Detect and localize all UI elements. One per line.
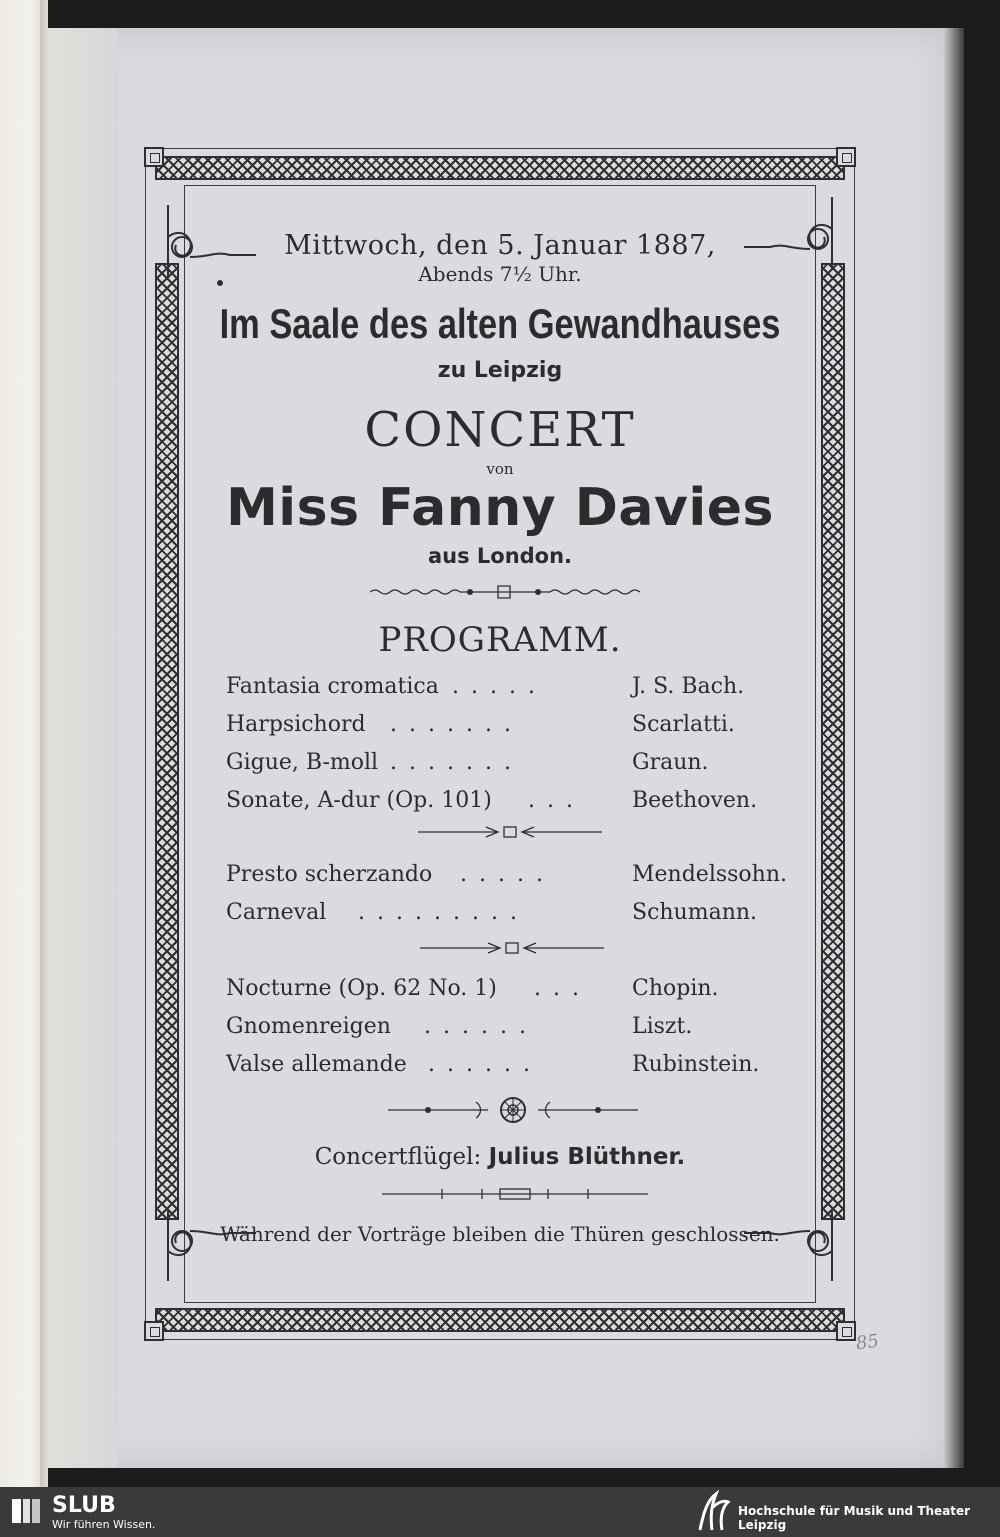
program-entry [226, 976, 786, 1010]
program-entry [226, 674, 786, 708]
by-label: von [486, 460, 514, 478]
composer-name: Liszt. [632, 1014, 693, 1039]
piece-title: Valse allemande [226, 1052, 407, 1077]
page-margin-strip [48, 28, 118, 1468]
piano-maker: Julius Blüthner. [488, 1144, 686, 1170]
composer-name: Mendelssohn. [632, 862, 788, 887]
piano-label: Concertflügel: [314, 1144, 482, 1170]
hfm-logo-icon [694, 1490, 734, 1534]
concert-date: Mittwoch, den 5. Januar 1887, [284, 230, 716, 261]
hfm-brand[interactable]: Hochschule für Musik und Theater Leipzig [738, 1504, 971, 1532]
arrow-divider-icon [420, 940, 604, 956]
scroll-flourish-icon [160, 1201, 270, 1291]
corner-ornament-icon [144, 1321, 164, 1341]
slub-logo-icon [10, 1495, 42, 1527]
piece-title: Nocturne (Op. 62 No. 1) [226, 976, 497, 1001]
program-entry [226, 1052, 786, 1086]
composer-name: Rubinstein. [632, 1052, 760, 1077]
leader-dots: ..... [452, 674, 547, 699]
leader-dots: ....... [390, 712, 523, 737]
leader-dots: ...... [428, 1052, 542, 1077]
composer-name: J. S. Bach. [632, 674, 745, 699]
program-entry [226, 862, 786, 896]
arrow-divider-icon [418, 824, 602, 840]
border-band-bottom [156, 1309, 844, 1331]
piece-title: Fantasia cromatica [226, 674, 439, 699]
performer-origin: aus London. [427, 544, 573, 568]
wavy-divider-icon [370, 582, 640, 602]
performer-name: Miss Fanny Davies [226, 478, 774, 538]
piece-title: Sonate, A-dur (Op. 101) [226, 788, 492, 813]
composer-name: Graun. [632, 750, 709, 775]
leader-dots: ......... [358, 900, 529, 925]
concert-time: Abends 7½ Uhr. [418, 262, 582, 286]
program-entry [226, 900, 786, 934]
slub-brand[interactable]: SLUB [52, 1493, 116, 1518]
program-entry [226, 712, 786, 746]
binding-edge [40, 0, 48, 1487]
concert-city: zu Leipzig [437, 358, 563, 383]
composer-name: Scarlatti. [632, 712, 735, 737]
page-edge-shadow [944, 28, 964, 1468]
archive-handwritten-number: 85 [854, 1330, 881, 1355]
border-band-top [156, 157, 844, 179]
door-notice: Während der Vorträge bleiben die Thüren geschlossen. [220, 1222, 780, 1246]
slub-tagline: Wir führen Wissen. [52, 1518, 156, 1531]
composer-name: Chopin. [632, 976, 719, 1001]
viewer-footer [0, 1487, 1000, 1537]
program-entry [226, 788, 786, 822]
composer-name: Schumann. [632, 900, 758, 925]
piece-title: Harpsichord [226, 712, 366, 737]
event-type: CONCERT [364, 402, 636, 458]
corner-ornament-icon [144, 147, 164, 167]
corner-ornament-icon [836, 147, 856, 167]
scroll-flourish-icon [730, 1201, 840, 1291]
leader-dots: ..... [460, 862, 555, 887]
leader-dots: ... [528, 788, 585, 813]
piece-title: Gnomenreigen [226, 1014, 391, 1039]
composer-name: Beethoven. [632, 788, 758, 813]
concert-venue: Im Saale des alten Gewandhauses [219, 300, 781, 347]
leader-dots: ....... [390, 750, 523, 775]
bar-divider-icon [382, 1186, 648, 1202]
piano-credit [145, 1144, 855, 1170]
piece-title: Presto scherzando [226, 862, 433, 887]
program-entry [226, 1014, 786, 1048]
rosette-divider-icon [388, 1096, 638, 1124]
piece-title: Gigue, B-moll [226, 750, 379, 775]
corner-ornament-icon [836, 1321, 856, 1341]
leader-dots: ... [534, 976, 591, 1001]
piece-title: Carneval [226, 900, 327, 925]
program-entry [226, 750, 786, 784]
leader-dots: ...... [424, 1014, 538, 1039]
program-heading: PROGRAMM. [378, 620, 622, 660]
